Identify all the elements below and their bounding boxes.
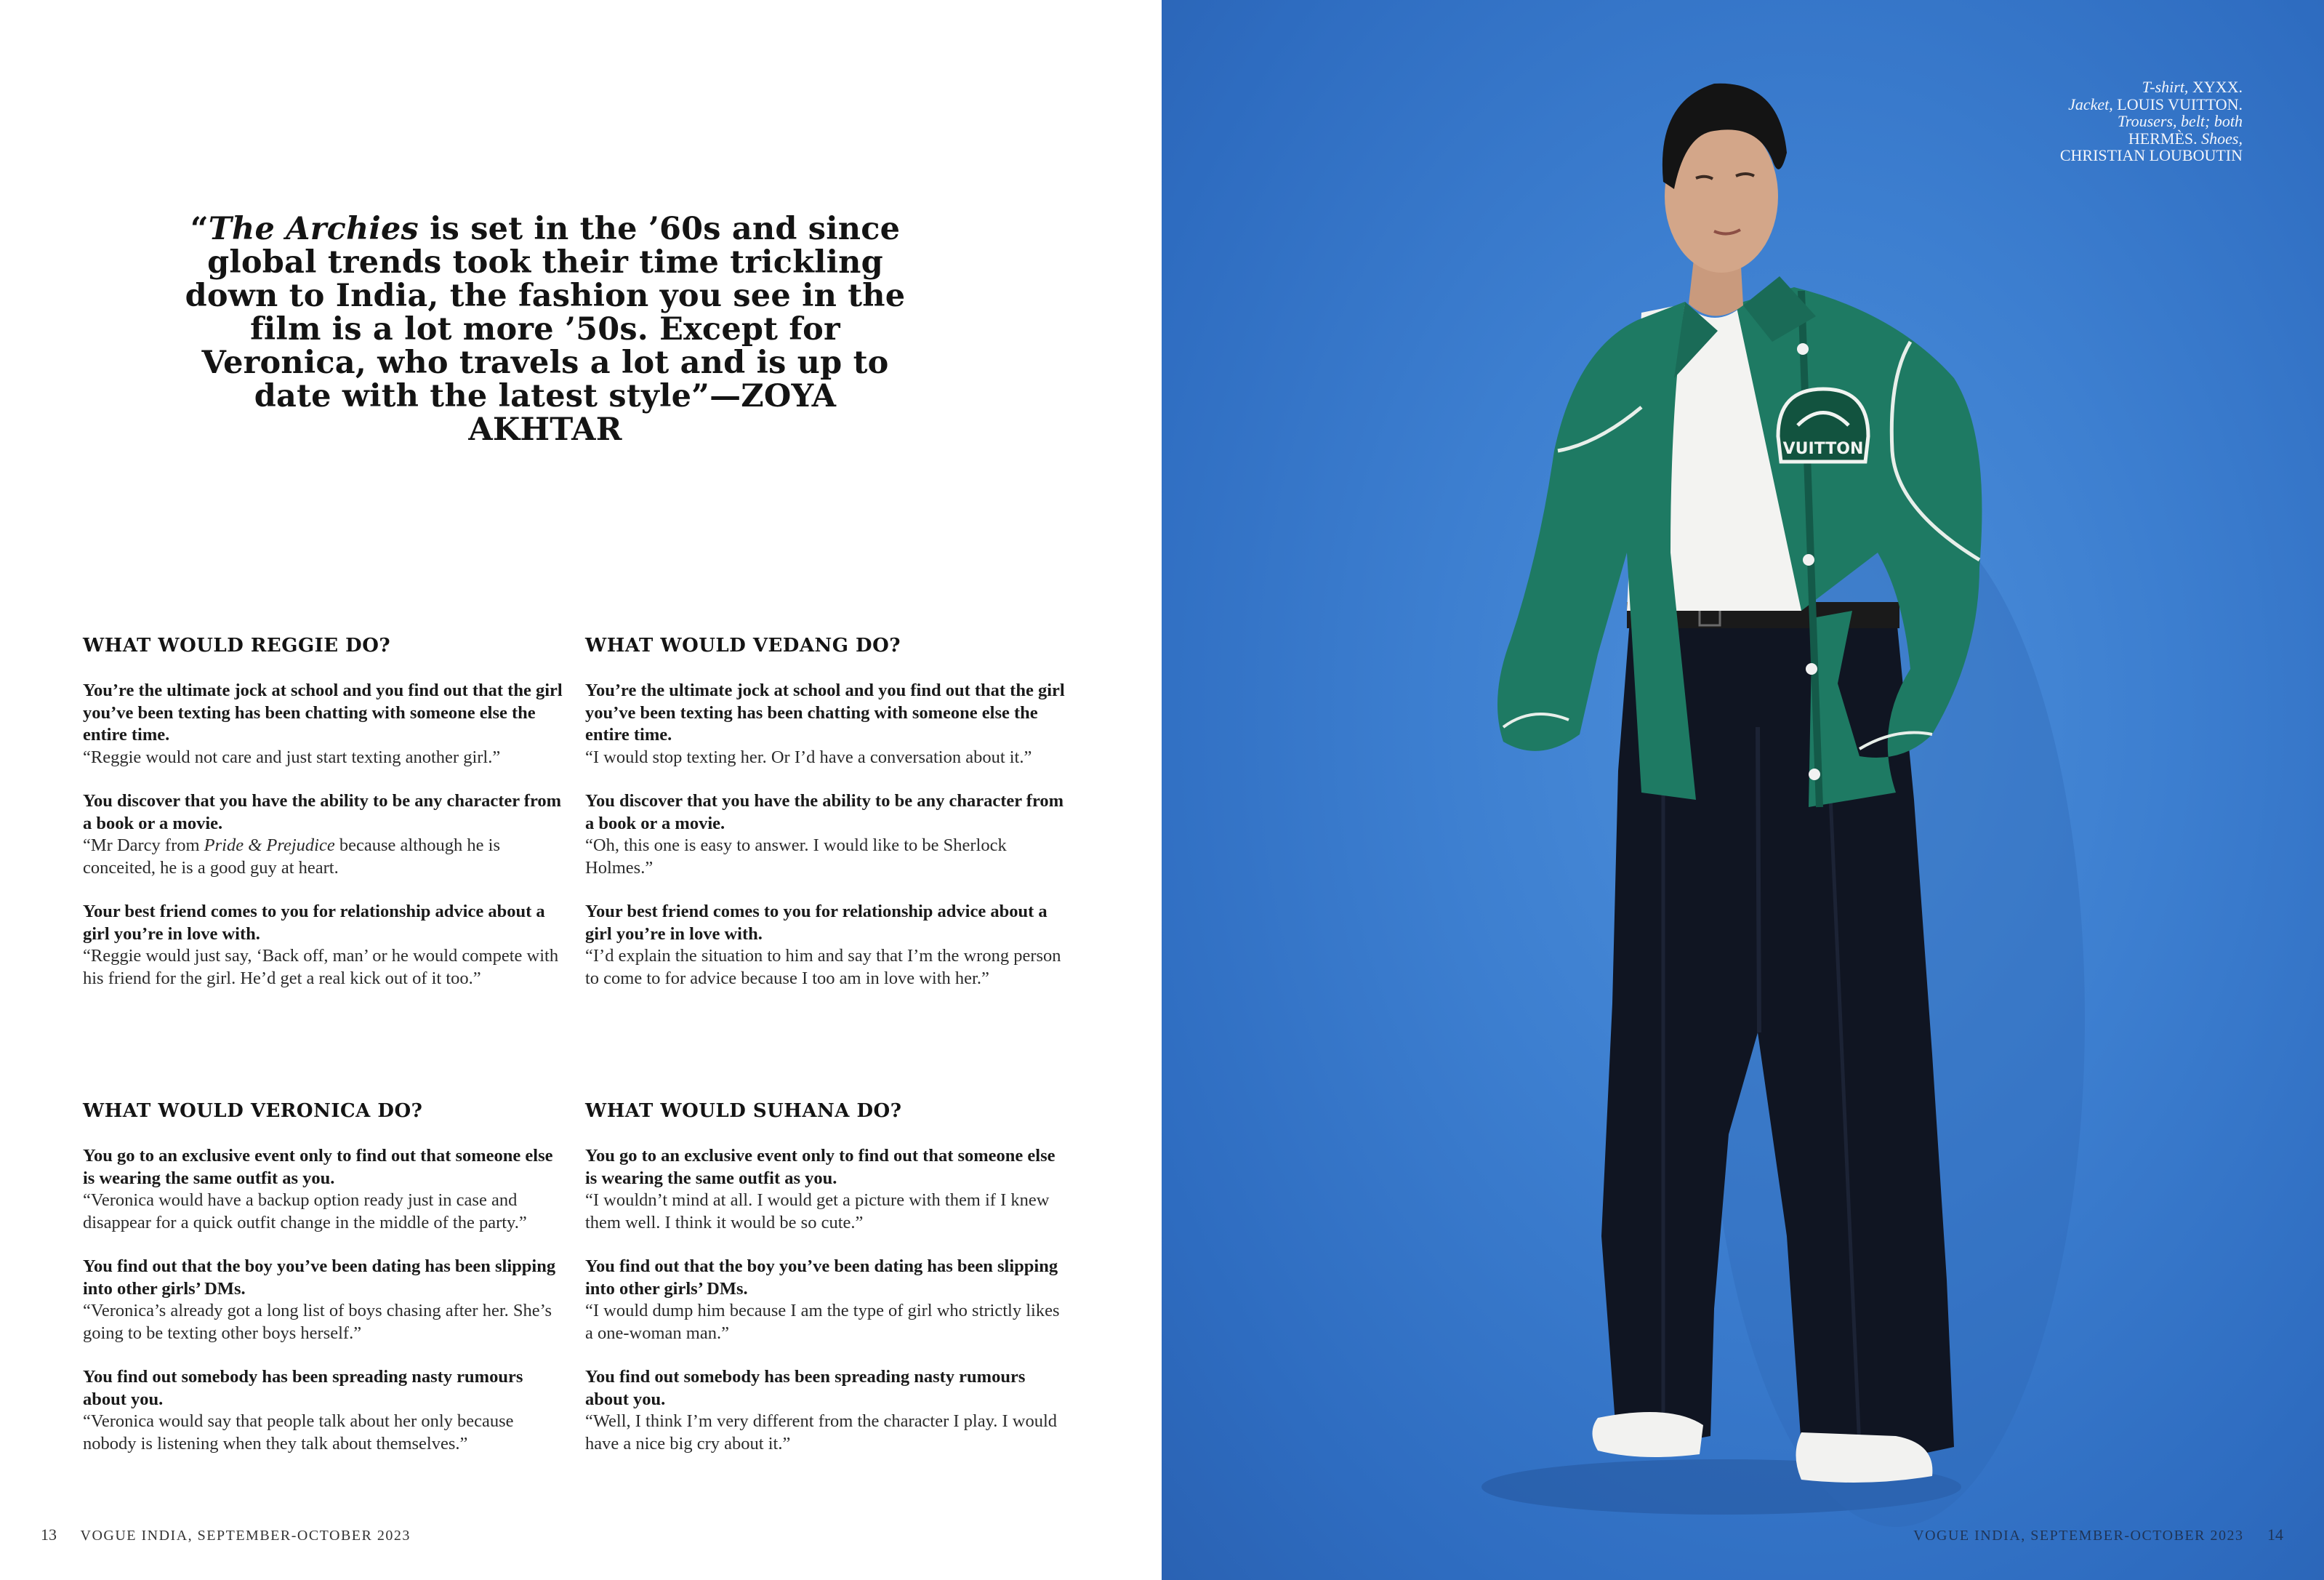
qa-item [83, 1256, 563, 1344]
answer: “I’d explain the situation to him and say that I’m the wrong person to come to for advice because I too am in love with her.” [585, 946, 1061, 988]
question: You’re the ultimate jock at school and you find out that the girl you’ve been texting has been chatting with someone else the entire time. [585, 681, 1065, 745]
qa-item [83, 901, 563, 990]
section-heading: WHAT WOULD VERONICA DO? [83, 1100, 423, 1122]
credit-brand: XYXX. [2192, 78, 2243, 96]
qa-item [585, 790, 1065, 879]
section-vedang [585, 635, 1065, 1011]
answer: “Veronica’s already got a long list of boys chasing after her. She’s going to be texting other boys herself.” [83, 1301, 552, 1343]
quote-open-mark: “ [190, 211, 209, 247]
question: You find out somebody has been spreading nasty rumours about you. [83, 1367, 523, 1409]
qa-item [83, 790, 563, 879]
credit-label: Trousers, belt; both [2117, 112, 2243, 130]
jacket-button [1806, 663, 1817, 675]
pull-quote [182, 212, 909, 446]
credit-label: Jacket, [2068, 95, 2113, 113]
question: You discover that you have the ability to be any character from a book or a movie. [585, 791, 1064, 833]
page-number: 14 [2267, 1525, 2283, 1544]
magazine-issue: VOGUE INDIA, SEPTEMBER-OCTOBER 2023 [80, 1528, 411, 1544]
question: You find out that the boy you’ve been dating has been slipping into other girls’ DMs. [585, 1256, 1058, 1299]
answer: “I wouldn’t mind at all. I would get a picture with them if I knew them well. I think it would be so cute.” [585, 1190, 1050, 1232]
qa-item [83, 680, 563, 769]
answer: “I would stop texting her. Or I’d have a conversation about it.” [585, 747, 1032, 767]
question: Your best friend comes to you for relationship advice about a girl you’re in love with. [83, 902, 545, 944]
qa-item [585, 1256, 1065, 1344]
footer-left [41, 1525, 411, 1544]
credit-brand: HERMÈS. [2128, 129, 2198, 148]
answer-part: “Mr Darcy from [83, 835, 204, 855]
question: You find out that the boy you’ve been dating has been slipping into other girls’ DMs. [83, 1256, 556, 1299]
qa-item [585, 1145, 1065, 1234]
answer: “Veronica would have a backup option ready just in case and disappear for a quick outfit change in the middle of the party.” [83, 1190, 527, 1232]
trouser-crease [1758, 727, 1759, 1032]
section-veronica [83, 1100, 563, 1477]
section-heading: WHAT WOULD SUHANA DO? [585, 1100, 902, 1122]
answer: “Veronica would say that people talk about her only because nobody is listening when they talk about themselves.” [83, 1411, 514, 1453]
credit-label: Shoes, [2201, 129, 2243, 148]
section-heading: WHAT WOULD VEDANG DO? [585, 635, 901, 657]
answer: “Oh, this one is easy to answer. I would like to be Sherlock Holmes.” [585, 835, 1007, 878]
page-number: 13 [41, 1525, 57, 1544]
question: You discover that you have the ability to be any character from a book or a movie. [83, 791, 562, 833]
pull-quote-text: is set in the ’60s and since global trends took their time trickling down to India, the fashion you see in the film is a lot more ’50s. Except for Veronica, who travels a lot and is up to date with the latest style”—ZOYA AKHTAR [185, 211, 906, 448]
pull-quote-film-title: The Archies [208, 211, 419, 247]
qa-item [585, 1366, 1065, 1455]
credit-label: T-shirt, [2142, 78, 2189, 96]
jacket-patch-text: VUITTON [1782, 440, 1864, 458]
footer-right [1913, 1525, 2283, 1544]
magazine-issue: VOGUE INDIA, SEPTEMBER-OCTOBER 2023 [1913, 1528, 2244, 1544]
qa-item [83, 1145, 563, 1234]
section-suhana [585, 1100, 1065, 1477]
answer: “I would dump him because I am the type of girl who strictly likes a one-woman man.” [585, 1301, 1060, 1343]
question: You find out somebody has been spreading nasty rumours about you. [585, 1367, 1026, 1409]
answer: “Reggie would not care and just start texting another girl.” [83, 747, 501, 767]
answer: “Well, I think I’m very different from the character I play. I would have a nice big cry about it.” [585, 1411, 1058, 1453]
qa-item [83, 1366, 563, 1455]
jacket-button [1809, 769, 1820, 780]
qa-item [585, 680, 1065, 769]
jacket-button [1797, 343, 1809, 355]
jacket-button [1803, 554, 1814, 566]
credit-brand: CHRISTIAN LOUBOUTIN [2059, 146, 2243, 164]
answer-book-title: Pride & Prejudice [204, 835, 335, 855]
question: You go to an exclusive event only to find out that someone else is wearing the same outfit as you. [83, 1146, 553, 1188]
fashion-photo [1162, 0, 2324, 1580]
section-reggie [83, 635, 563, 1011]
jacket-left [1497, 302, 1696, 800]
qa-item [585, 901, 1065, 990]
answer-part: because although he is conceited, he is a good guy at heart. [83, 835, 500, 878]
answer: “Reggie would just say, ‘Back off, man’ or he would compete with his friend for the girl. He’d get a real kick out of it too.” [83, 946, 559, 988]
shoe-left [1593, 1412, 1704, 1457]
photo-credit [2054, 79, 2243, 164]
section-heading: WHAT WOULD REGGIE DO? [83, 635, 391, 657]
question: You’re the ultimate jock at school and you find out that the girl you’ve been texting has been chatting with someone else the entire time. [83, 681, 563, 745]
question: You go to an exclusive event only to find out that someone else is wearing the same outfit as you. [585, 1146, 1056, 1188]
question: Your best friend comes to you for relationship advice about a girl you’re in love with. [585, 902, 1048, 944]
right-page-photo [1162, 0, 2324, 1580]
credit-brand: LOUIS VUITTON. [2117, 95, 2243, 113]
answer [83, 835, 563, 879]
